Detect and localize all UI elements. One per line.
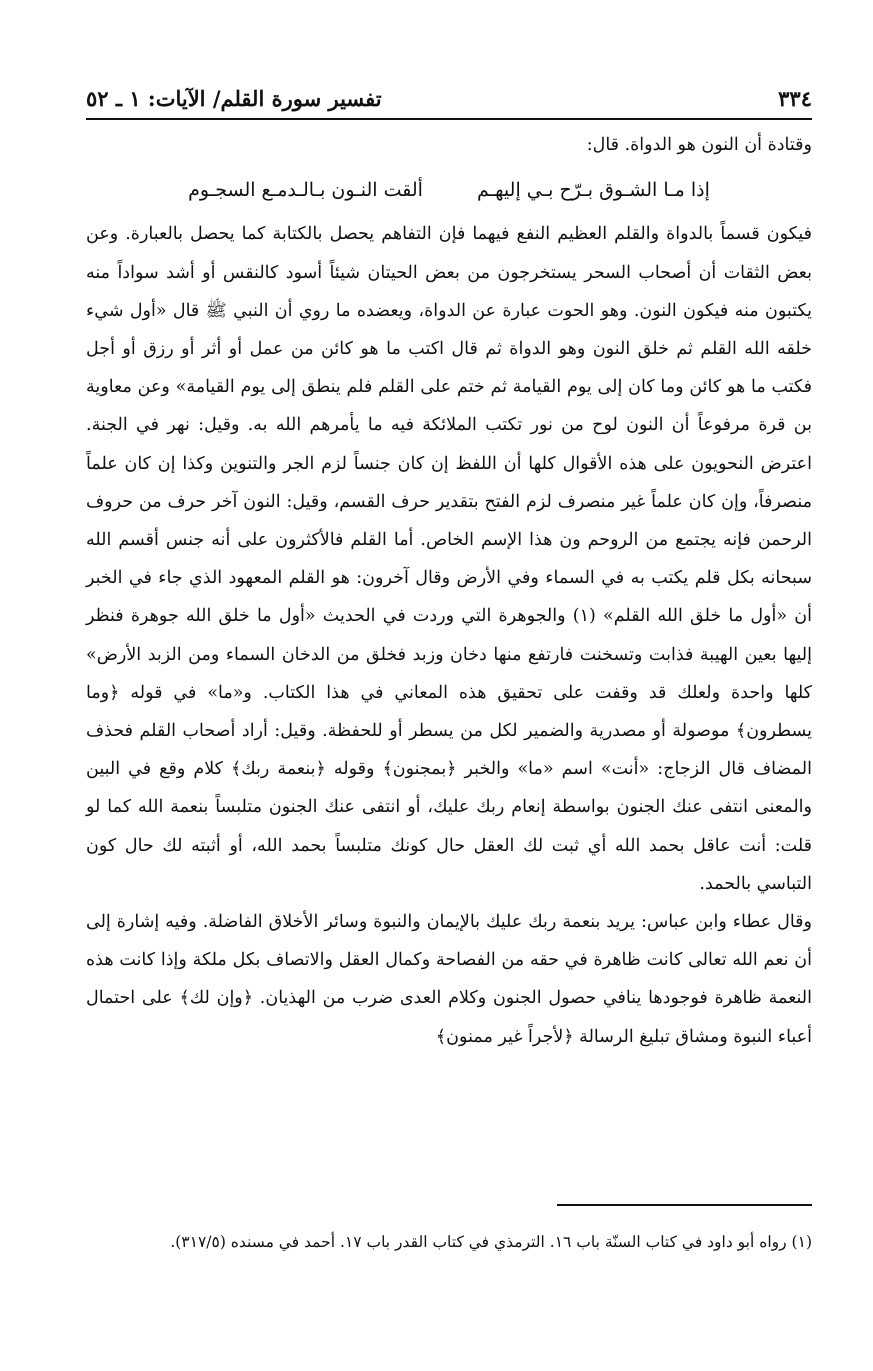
header-divider bbox=[86, 118, 812, 120]
running-header bbox=[86, 82, 812, 114]
main-text bbox=[86, 126, 812, 1056]
footnote-divider bbox=[557, 1204, 812, 1206]
paragraph: فيكون قسماً بالدواة والقلم العظيم النفع فيهما فإن التفاهم يحصل بالكتابة كما يحصل بالعبارة. وعن بعض الثقات أن أصحاب السحر يستخرجون من بعض الحيتان شيئاً أسود كالنقس أو أشد سواداً منه يكتبون منه فيكون النون. وهو الحوت عبارة عن الدواة، ويعضده ما روي أن النبي ﷺ قال «أول شيء خلقه الله القلم ثم خلق النون وهو الدواة ثم قال اكتب ما هو كائن من عمل أو أثر أو رزق أو أجل فكتب ما هو كائن وما كان إلى يوم القيامة ثم ختم على القلم فلم ينطق إلى يوم القيامة» وعن معاوية بن قرة مرفوعاً أن النون لوح من نور تكتب الملائكة فيه ما يأمرهم الله به. وقيل: نهر في الجنة. اعترض النحويون على هذه الأقوال كلها أن اللفظ إن كان جنساً لزم الجر والتنوين وكذا إن كان علماً منصرفاً، وإن كان علماً غير منصرف لزم الفتح بتقدير حرف القسم، وقيل: النون آخر حرف من حروف الرحمن فإنه يجتمع من الروحم ون هذا الإسم الخاص. أما القلم فالأكثرون على أنه جنس أقسم الله سبحانه بكل قلم يكتب به في السماء وفي الأرض وقال آخرون: هو القلم المعهود الذي جاء في الخبر أن «أول ما خلق الله القلم» (١) والجوهرة التي وردت في الحديث «أول ما خلق الله جوهرة فنظر إليها بعين الهيبة فذابت وتسخنت فارتفع منها دخان وزبد فخلق من الدخان السماء ومن الزبد الأرض» كلها واحدة ولعلك قد وقفت على تحقيق هذه المعاني في هذا الكتاب. و«ما» في قوله ﴿وما يسطرون﴾ موصولة أو مصدرية والضمير لكل من يسطر أو للحفظة. وقيل: أراد أصحاب القلم فحذف المضاف قال الزجاج: «أنت» اسم «ما» والخبر ﴿بمجنون﴾ وقوله ﴿بنعمة ربك﴾ كلام وقع في البين والمعنى انتفى عنك الجنون بواسطة إنعام ربك عليك، أو انتفى عنك الجنون متلبساً بنعمة الله كما لو قلت: أنت عاقل بحمد الله أي ثبت لك العقل حال كونك متلبساً بحمد الله، أو أثبته لك حال كون التباسي بالحمد. bbox=[86, 224, 812, 894]
poetry-verse bbox=[86, 164, 812, 215]
page-number: ٣٣٤ bbox=[778, 85, 812, 111]
footnote-1: (١) رواه أبو داود في كتاب السنّة باب ١٦. الترمذي في كتاب القدر باب ١٧. أحمد في مسنده (٣١٧/٥). bbox=[170, 1233, 812, 1251]
running-title: تفسير سورة القلم/ الآيات: ١ ـ ٥٢ bbox=[86, 85, 382, 111]
verse-left-hemistich: ألقت النـون بـالـدمـع السجـوم bbox=[188, 179, 423, 202]
footnote-area bbox=[86, 1226, 812, 1258]
paragraph: وقال عطاء وابن عباس: يريد بنعمة ربك عليك بالإيمان والنبوة وسائر الأخلاق الفاضلة. وفيه إشارة إلى أن نعم الله تعالى كانت ظاهرة في حقه من الفصاحة وكمال العقل والاتصاف بكل ملكة وإذا كانت هذه النعمة ظاهرة فوجودها ينافي حصول الجنون وكلام العدى ضرب من الهذيان. ﴿وإن لك﴾ على احتمال أعباء النبوة ومشاق تبليغ الرسالة ﴿لأجراً غير ممنون﴾ bbox=[86, 912, 812, 1047]
verse-right-hemistich: إذا مـا الشـوق بـرّح بـي إليهـم bbox=[476, 179, 710, 202]
intro-line: وقتادة أن النون هو الدواة. قال: bbox=[586, 135, 812, 155]
